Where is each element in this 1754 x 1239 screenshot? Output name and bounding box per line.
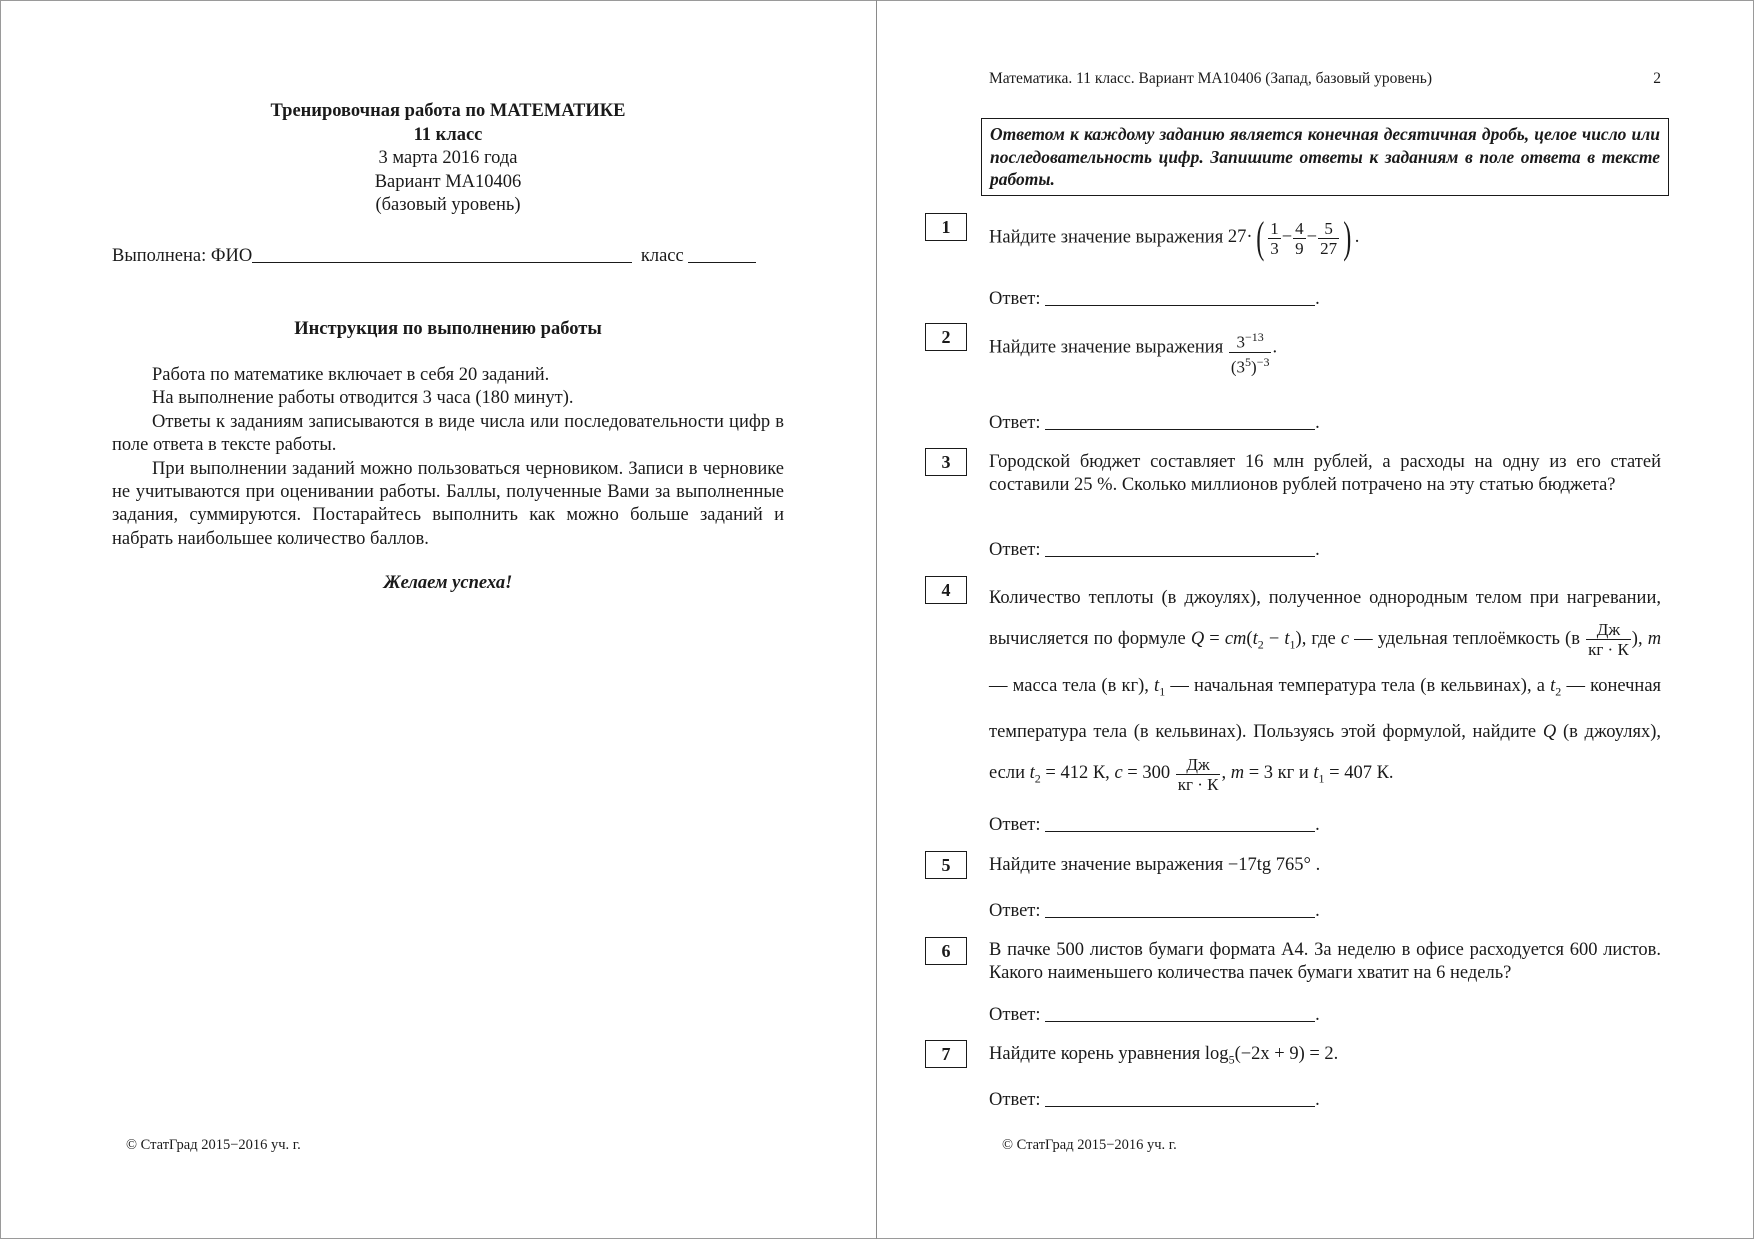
task-number-5: 5 (925, 851, 967, 879)
header-text: Математика. 11 класс. Вариант МА10406 (Запад, базовый уровень) (989, 70, 1432, 87)
expr-coef: 27 (1227, 227, 1247, 248)
answer-2: Ответ: . (989, 413, 1320, 433)
answer-field-4[interactable] (1045, 813, 1315, 832)
answer-field-5[interactable] (1045, 899, 1315, 918)
footer-left: © СтатГрад 2015−2016 уч. г. (126, 1137, 301, 1153)
var-t1: t (1154, 675, 1160, 696)
task-4-text: , где (1301, 629, 1336, 649)
task-4-text: Количество теплоты (в джоулях), полученное однородным телом при нагревании, вычисляется по формуле (989, 588, 1661, 649)
expr-base: 3 (1236, 357, 1246, 377)
answer-1: Ответ: . (989, 289, 1320, 309)
var-t2: t (1252, 629, 1258, 649)
answer-4: Ответ: . (989, 815, 1320, 835)
title-level: (базовый уровень) (375, 195, 521, 215)
instructions-title: Инструкция по выполнению работы (294, 319, 602, 339)
page-right (877, 0, 1754, 1239)
answer-field-1[interactable] (1045, 287, 1315, 306)
fraction-numerator: 1 (1270, 218, 1279, 238)
task-number-4: 4 (925, 576, 967, 604)
title-date: 3 марта 2016 года (378, 148, 518, 168)
task-4-value: = 412 К, (1045, 763, 1110, 784)
answer-label: Ответ: (989, 1005, 1041, 1025)
task-7-text: Найдите корень уравнения (989, 1044, 1201, 1064)
title-line1: Тренировочная работа по МАТЕМАТИКЕ (270, 101, 626, 121)
footer-right: © СтатГрад 2015−2016 уч. г. (1002, 1137, 1177, 1153)
instruction-paragraph: На выполнение работы отводится 3 часа (180 минут). (152, 388, 574, 409)
answer-label: Ответ: (989, 1090, 1041, 1110)
expr-exponent: −13 (1245, 330, 1264, 344)
answer-7: Ответ: . (989, 1090, 1320, 1110)
fraction-denominator: 3 (1270, 238, 1279, 258)
page-number: 2 (1653, 70, 1661, 87)
fraction-numerator (1229, 328, 1272, 353)
wish-text: Желаем успеха! (383, 573, 513, 593)
task-number-6: 6 (925, 937, 967, 965)
task-4-text: — конечная температура тела (в кельвинах). Пользуясь этой формулой, найдите (989, 675, 1662, 743)
task-6: В пачке 500 листов бумаги формата А4. За неделю в офисе расходуется 600 листов. Какого наименьшего количества пачек бумаги хватит на 6 недель? (989, 940, 1661, 984)
paren-close: ) (1343, 213, 1352, 262)
fio-label: Выполнена: ФИО (112, 246, 253, 266)
page-left (0, 0, 876, 1239)
answer-field-7[interactable] (1045, 1088, 1315, 1107)
task-4-text: (в джоулях), если (989, 722, 1662, 784)
task-4-text: в (1571, 629, 1580, 649)
task-5: Найдите значение выражения −17tg 765° . (989, 855, 1321, 875)
task-4-value: = 3 кг и (1248, 763, 1309, 784)
fraction-denominator: кг · К (1588, 640, 1629, 660)
class-field[interactable] (688, 244, 756, 263)
var-t2: t (1029, 763, 1035, 784)
fraction (1293, 219, 1306, 258)
var-q: Q (1542, 722, 1557, 743)
task-number-2: 2 (925, 323, 967, 351)
var-m: m (1230, 763, 1245, 784)
instruction-paragraph: При выполнении заданий можно пользоваться черновиком. Записи в черновике не учитываются при оценивании работы. Баллы, полученные Вами за выполненные задания, суммируются. Постарайтесь выполнить как можно больше заданий и набрать наибольшее количество баллов. (112, 458, 784, 549)
task-number-3: 3 (925, 448, 967, 476)
answer-3: Ответ: . (989, 540, 1320, 560)
running-header (989, 70, 1661, 88)
task-7-expression (1204, 1044, 1339, 1067)
task-2-expression (1229, 328, 1272, 376)
task-7 (989, 1043, 1661, 1072)
fraction-numerator: Дж (1586, 620, 1631, 640)
fraction-denominator: 27 (1320, 238, 1338, 258)
fio-line (112, 244, 784, 267)
fraction-denominator: 9 (1295, 238, 1304, 258)
answer-field-3[interactable] (1045, 538, 1315, 557)
var-c: c (1114, 763, 1123, 784)
var-c: c (1340, 629, 1350, 649)
task-4-value: = 300 (1127, 763, 1171, 784)
fraction (1318, 219, 1339, 258)
unit-fraction (1586, 620, 1631, 659)
title-variant: Вариант МА10406 (374, 171, 522, 192)
task-4-text: — масса тела (в кг), (989, 675, 1149, 696)
answer-notice-box: Ответом к каждому заданию является конечная десятичная дробь, целое число или последовательность цифр. Запишите ответы к заданиям в поле ответа в тексте работы. (981, 118, 1669, 196)
task-number-7: 7 (925, 1040, 967, 1068)
task-number-1: 1 (925, 213, 967, 241)
task-4-text: — начальная температура тела (в кельвинах), а (1170, 675, 1545, 696)
expr-base: 3 (1236, 332, 1246, 352)
answer-label: Ответ: (989, 540, 1041, 560)
task-1-expression: 27·( $\frac{1}{3}$ − $\frac{4}{9}$ − $\frac{5}{27}$ ) . (1227, 213, 1360, 262)
answer-label: Ответ: (989, 815, 1041, 835)
fraction-numerator: 5 (1318, 219, 1339, 239)
task-1-text: Найдите значение выражения (989, 227, 1224, 248)
task-4-text: — удельная теплоёмкость (1354, 629, 1560, 649)
instructions (112, 364, 784, 551)
task-4-value: = 407 К. (1329, 763, 1394, 784)
answer-label: Ответ: (989, 901, 1041, 921)
instruction-paragraph: Работа по математике включает в себя 20 заданий. (152, 365, 550, 385)
answer-5: Ответ: . (989, 901, 1320, 921)
var-t1: t (1313, 763, 1319, 784)
var-t2: t (1550, 675, 1556, 696)
task-2: Найдите значение выражения $\frac{3^{-13}}{(3^5)^{-3}}$ . (989, 330, 1278, 377)
instruction-paragraph: Ответы к заданиям записываются в виде числа или последовательности цифр в поле ответа в тексте работы. (112, 411, 784, 456)
class-label: класс (640, 246, 684, 266)
paren-open: ( (1255, 213, 1264, 262)
fraction-denominator: кг · К (1177, 774, 1219, 794)
answer-label: Ответ: (989, 413, 1041, 433)
answer-6: Ответ: . (989, 1005, 1320, 1025)
expr-exponent: −3 (1256, 354, 1270, 369)
formula-cm: cm (1224, 629, 1247, 649)
task-1 (989, 213, 1661, 262)
task-4: Количество теплоты (в джоулях), полученное однородным телом при нагревании, вычисляется по формуле $Q = cm(t_2 - t_1)$, где c — удельная теплоёмкость (в $\frac{Дж}{кг \cdot К}$ ), m — масса тела (в кг), $t_1$ — начальная температура тела (в кельвинах), а $t_2$ — конечная температура тела (в кельвинах). Пользуясь этой формулой, найдите Q (в джоулях), если $t_2 = 412$ К, c = 300 $\frac{Дж}{кг \cdot К}$ , m = 3 кг и $t_1 = 407$ К. (989, 588, 1662, 794)
fio-field[interactable] (252, 244, 632, 263)
expr-log-base: 5 (1228, 1052, 1235, 1067)
title-block (112, 100, 784, 218)
answer-field-2[interactable] (1045, 411, 1315, 430)
answer-field-6[interactable] (1045, 1003, 1315, 1022)
expr-log-argument: (−2x + 9) = 2. (1234, 1044, 1339, 1064)
fraction (1268, 219, 1281, 258)
fraction-numerator: 4 (1295, 218, 1304, 238)
unit-fraction (1176, 755, 1221, 794)
title-line2: 11 класс (413, 124, 483, 145)
expr-log: log (1204, 1044, 1229, 1064)
expr-exponent: 5 (1245, 354, 1252, 369)
task-3: Городской бюджет составляет 16 млн рублей, а расходы на одну из его статей составили 25 %. Сколько миллионов рублей потрачено на эту статью бюджета? (989, 452, 1661, 496)
task-5-text: Найдите значение выражения (989, 855, 1224, 875)
fraction-numerator: Дж (1176, 755, 1221, 775)
answer-label: Ответ: (989, 289, 1041, 309)
task-2-text: Найдите значение выражения (989, 337, 1224, 358)
var-t1: t (1284, 629, 1290, 649)
formula-q: Q (1190, 629, 1205, 649)
task-5-expression: −17tg 765° (1227, 855, 1311, 875)
var-m: m (1647, 629, 1662, 649)
fraction-denominator: $(3^5)^{-3}$ (1230, 354, 1270, 377)
